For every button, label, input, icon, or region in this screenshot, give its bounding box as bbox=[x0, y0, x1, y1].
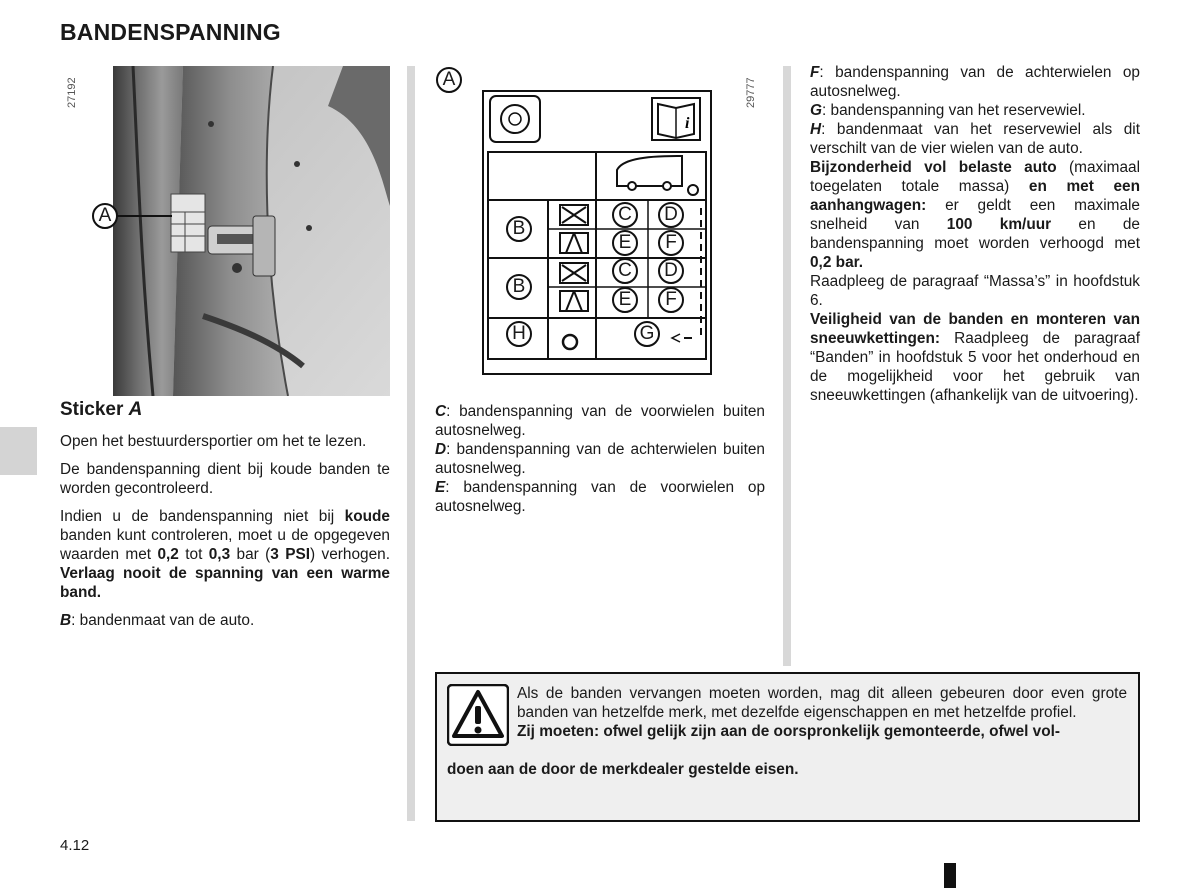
sticker-label-b-bottom: B bbox=[506, 274, 532, 300]
photo-callout-a: A bbox=[92, 203, 118, 229]
sticker-label-d-mid: D bbox=[658, 258, 684, 284]
definition-letter: G bbox=[810, 102, 822, 119]
warning-box bbox=[435, 672, 1140, 822]
bold-run: 0,3 bbox=[208, 546, 231, 563]
definition-c bbox=[435, 402, 765, 440]
bold-run: Veiligheid van de banden en monteren van sneeuwkettingen: bbox=[810, 311, 1140, 347]
warning-text bbox=[517, 684, 1127, 741]
definition-letter: D bbox=[435, 441, 447, 458]
paragraph-cold-tyres: De bandenspanning dient bij koude banden te worden gecontroleerd. bbox=[60, 461, 390, 497]
definition-text: : bandenspanning van de voorwielen buiten autosnelweg. bbox=[435, 403, 765, 439]
bold-run: 3 PSI bbox=[270, 546, 311, 563]
bold-run: 100 km/uur bbox=[946, 216, 1052, 233]
photo-reference-code: 27192 bbox=[66, 77, 78, 108]
definition-h bbox=[810, 120, 1140, 158]
sticker-label-c-mid: C bbox=[612, 258, 638, 284]
bold-run: Verlaag nooit de spanning van een warme band. bbox=[60, 565, 390, 601]
paragraph-warm-tyres bbox=[60, 507, 390, 602]
text-run: ) verhogen. bbox=[310, 546, 390, 563]
definition-g bbox=[810, 101, 1140, 120]
door-pillar-illustration bbox=[113, 66, 390, 396]
bold-run: 0,2 bar. bbox=[810, 254, 864, 271]
definition-text: : bandenmaat van de auto. bbox=[71, 612, 255, 629]
text-run: Indien u de bandenspanning niet bij bbox=[60, 508, 345, 525]
heading-prefix: Sticker bbox=[60, 399, 129, 420]
additional-info-column bbox=[810, 63, 1140, 405]
definition-text: : bandenspanning van de voorwielen op autosnelweg. bbox=[435, 479, 765, 515]
sticker-label-h: H bbox=[506, 321, 532, 347]
definition-letter: H bbox=[810, 121, 822, 138]
chapter-tab bbox=[0, 427, 37, 475]
sticker-label-f-mid: F bbox=[658, 287, 684, 313]
diagram-callout-a: A bbox=[436, 67, 462, 93]
paragraph-snow-chains bbox=[810, 310, 1140, 405]
section-heading-sticker bbox=[60, 398, 390, 422]
heading-letter: A bbox=[128, 399, 143, 420]
definition-b bbox=[60, 611, 390, 630]
bold-run: en met een aanhangwagen: bbox=[810, 178, 1140, 214]
pressure-definitions-column bbox=[435, 402, 765, 516]
column-divider-right bbox=[783, 66, 791, 666]
definition-letter: C bbox=[435, 403, 447, 420]
bold-run: koude bbox=[344, 508, 390, 525]
definition-letter: F bbox=[810, 64, 820, 81]
thumb-index-mark bbox=[944, 863, 956, 888]
definition-letter: B bbox=[60, 612, 72, 629]
page-number: 4.12 bbox=[60, 837, 90, 854]
text-run: (maximaal toegelaten totale massa) bbox=[810, 159, 1140, 195]
sticker-label-f-top: F bbox=[658, 230, 684, 256]
text-run: Raadpleeg de paragraaf “Banden” in hoofdstuk 5 voor het onderhoud en de mogelijkheid voor het gebruik van sneeuwkettingen (afhankelijk van de uitvoering). bbox=[810, 330, 1140, 404]
sticker-label-e-top: E bbox=[612, 230, 638, 256]
bold-run: Bijzonderheid vol belaste auto bbox=[810, 159, 1057, 176]
definition-f bbox=[810, 63, 1140, 101]
sticker-explanation-column bbox=[60, 398, 390, 639]
definition-d bbox=[435, 440, 765, 478]
text-run: tot bbox=[178, 546, 209, 563]
sticker-label-c-top: C bbox=[612, 202, 638, 228]
text-run: bar ( bbox=[230, 546, 271, 563]
text-run: er geldt een maximale snelheid van bbox=[810, 197, 1140, 233]
paragraph-masses-reference: Raadpleeg de paragraaf “Massa’s” in hoofdstuk 6. bbox=[810, 273, 1140, 309]
definition-text: : bandenspanning van de achterwielen buiten autosnelweg. bbox=[435, 441, 765, 477]
warning-paragraph: Als de banden vervangen moeten worden, mag dit alleen gebeuren door even grote banden van hetzelfde merk, met dezelfde eigenschappen en met hetzelfde profiel. bbox=[517, 685, 1127, 721]
column-divider-left bbox=[407, 66, 415, 821]
paragraph-full-load bbox=[810, 158, 1140, 272]
door-pillar-photo bbox=[113, 66, 390, 396]
definition-text: : bandenspanning van de achterwielen op autosnelweg. bbox=[810, 64, 1140, 100]
definition-e bbox=[435, 478, 765, 516]
definition-text: : bandenmaat van het reservewiel als dit verschilt van de vier wielen van de auto. bbox=[810, 121, 1140, 157]
warning-requirement-second-line: doen aan de door de merkdealer gestelde eisen. bbox=[447, 761, 799, 778]
warning-triangle-icon bbox=[447, 684, 509, 746]
bold-run: 0,2 bbox=[157, 546, 179, 563]
page-title: BANDENSPANNING bbox=[60, 19, 281, 45]
paragraph-open-door: Open het bestuurdersportier om het te lezen. bbox=[60, 433, 367, 450]
text-run: banden kunt controleren, moet u de opgegeven waarden met bbox=[60, 527, 390, 563]
sticker-label-g: G bbox=[634, 321, 660, 347]
warning-requirement-first-line: Zij moeten: ofwel gelijk zijn aan de oorspronkelijk gemonteerde, ofwel vol- bbox=[517, 723, 1061, 740]
text-run: en de bandenspanning moet worden verhoogd met bbox=[810, 216, 1140, 252]
svg-text:i: i bbox=[685, 115, 690, 132]
definition-letter: E bbox=[435, 479, 446, 496]
sticker-label-e-mid: E bbox=[612, 287, 638, 313]
diagram-reference-code: 29777 bbox=[745, 77, 757, 108]
sticker-label-d-top: D bbox=[658, 202, 684, 228]
tyre-pressure-sticker-diagram bbox=[482, 90, 712, 375]
definition-text: : bandenspanning van het reservewiel. bbox=[821, 102, 1086, 119]
sticker-label-b-top: B bbox=[506, 216, 532, 242]
